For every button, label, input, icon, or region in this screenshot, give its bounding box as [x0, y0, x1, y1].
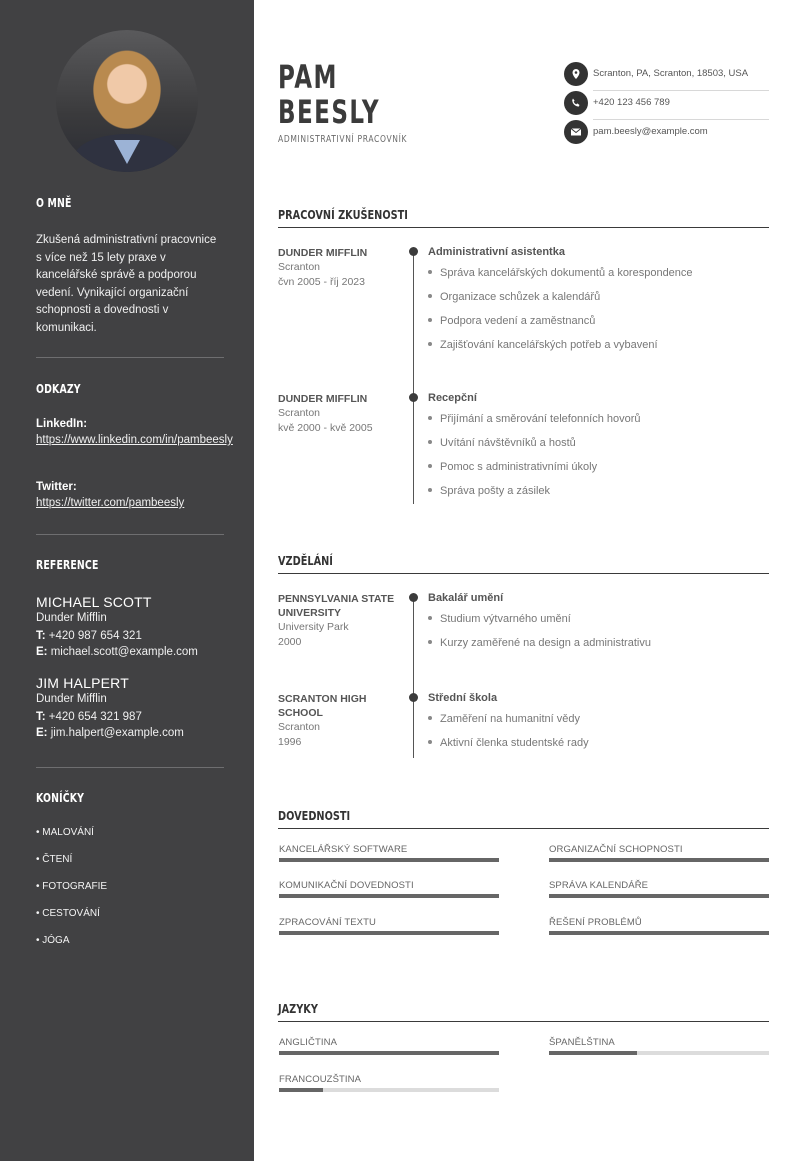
employer	[278, 392, 396, 436]
reference-item	[36, 594, 224, 660]
address-text: Scranton, PA, Scranton, 18503, USA	[593, 68, 749, 79]
timeline-line	[413, 252, 414, 504]
phone-value: +420 654 321 987	[48, 711, 142, 723]
school-name: SCRANTON HIGH SCHOOL	[278, 693, 367, 719]
linkedin-link-block	[36, 418, 233, 448]
section-rule	[278, 828, 769, 829]
skill-item	[549, 917, 769, 935]
reference-email	[36, 644, 224, 660]
location-pin-icon	[564, 62, 588, 86]
list-item: Správa pošty a zásilek	[428, 484, 641, 508]
skill-item	[279, 917, 499, 935]
employer-name: DUNDER MIFFLIN	[278, 247, 368, 259]
employer-name: DUNDER MIFFLIN	[278, 393, 368, 405]
skill-bar	[279, 858, 499, 862]
phone-value: +420 987 654 321	[48, 630, 142, 642]
contact-address	[564, 62, 769, 91]
list-item: Zaměření na humanitní vědy	[428, 712, 589, 736]
reference-email	[36, 725, 224, 741]
hobby-item: • MALOVÁNÍ	[36, 827, 94, 838]
school-name: PENNSYLVANIA STATE UNIVERSITY	[278, 593, 395, 619]
twitter-label: Twitter:	[36, 481, 77, 493]
contact-email	[564, 120, 769, 149]
employment-period: kvě 2000 - kvě 2005	[278, 422, 373, 434]
email-label: E:	[36, 646, 48, 658]
list-item: Zajišťování kancelářských potřeb a vybavení	[428, 338, 693, 362]
email-value: michael.scott@example.com	[50, 646, 198, 658]
email-value: jim.halpert@example.com	[50, 727, 184, 739]
hobby-item: • CESTOVÁNÍ	[36, 908, 100, 919]
skill-item	[279, 844, 499, 862]
phone-icon	[564, 91, 588, 115]
employment-period: čvn 2005 - říj 2023	[278, 276, 365, 288]
phone-label: T:	[36, 711, 46, 723]
timeline-dot	[409, 247, 418, 256]
language-bar	[279, 1051, 499, 1055]
language-item	[549, 1037, 769, 1055]
employer	[278, 246, 396, 290]
linkedin-label: LinkedIn:	[36, 418, 88, 430]
skill-bar	[279, 931, 499, 935]
hobbies-heading: KONÍČKY	[36, 791, 85, 805]
reference-company: Dunder Mifflin	[36, 693, 107, 705]
list-item: Podpora vedení a zaměstnanců	[428, 314, 693, 338]
section-rule	[278, 227, 769, 228]
envelope-icon	[564, 120, 588, 144]
language-bar	[279, 1088, 499, 1092]
reference-item	[36, 675, 224, 741]
language-bar-fill	[279, 1051, 499, 1055]
phone-label: T:	[36, 630, 46, 642]
hobbies-list	[36, 826, 224, 961]
skill-bar-fill	[279, 858, 499, 862]
skill-name: ORGANIZAČNÍ SCHOPNOSTI	[549, 844, 683, 855]
about-text: Zkušená administrativní pracovnice s více než 15 lety praxe v kancelářské správě a podporou vedení. Vynikající organizační schopnosti a dovednosti v komunikaci.	[36, 234, 217, 334]
skill-bar-fill	[549, 894, 769, 898]
timeline-line	[413, 598, 414, 758]
list-item: Přijímání a směrování telefonních hovorů	[428, 412, 641, 436]
experience-heading: PRACOVNÍ ZKUŠENOSTI	[278, 207, 408, 222]
skill-name: ZPRACOVÁNÍ TEXTU	[279, 917, 376, 928]
school-location: Scranton	[278, 721, 321, 733]
degree: Bakalář umění	[428, 592, 504, 604]
hobbies-heading-wrap	[36, 791, 224, 805]
email-text[interactable]: pam.beesly@example.com	[593, 126, 708, 137]
skill-name: KOMUNIKAČNÍ DOVEDNOSTI	[279, 880, 414, 891]
school-location: University Park	[278, 621, 349, 633]
skill-bar-fill	[549, 931, 769, 935]
employer-location: Scranton	[278, 407, 321, 419]
section-rule	[278, 1021, 769, 1022]
skill-bar-fill	[549, 858, 769, 862]
skill-bar-fill	[279, 931, 499, 935]
first-name: PAM	[278, 58, 338, 96]
divider	[36, 767, 224, 768]
skill-bar-fill	[279, 894, 499, 898]
reference-name: JIM HALPERT	[36, 675, 129, 691]
hobby-item: • JÓGA	[36, 935, 70, 946]
hobby-item: • ČTENÍ	[36, 854, 73, 865]
email-label: E:	[36, 727, 48, 739]
last-name: BEESLY	[278, 93, 381, 131]
list-item: Správa kancelářských dokumentů a korespondence	[428, 266, 693, 290]
sidebar	[0, 0, 254, 1161]
skill-bar	[549, 858, 769, 862]
references-heading: REFERENCE	[36, 558, 99, 572]
language-name: FRANCOUZŠTINA	[279, 1074, 362, 1085]
study-list	[428, 612, 651, 660]
timeline-dot	[409, 593, 418, 602]
section-rule	[278, 573, 769, 574]
about-section	[36, 196, 224, 210]
references-heading-wrap	[36, 558, 224, 572]
language-name: ANGLIČTINA	[279, 1037, 338, 1048]
divider	[36, 357, 224, 358]
list-item: Pomoc s administrativními úkoly	[428, 460, 641, 484]
reference-phone	[36, 628, 224, 644]
skill-name: SPRÁVA KALENDÁŘE	[549, 880, 649, 891]
reference-phone	[36, 709, 224, 725]
skill-bar	[549, 931, 769, 935]
language-bar-fill	[279, 1088, 323, 1092]
skill-item	[279, 880, 499, 898]
language-name: ŠPANĚLŠTINA	[549, 1037, 615, 1048]
about-heading: O MNĚ	[36, 196, 72, 210]
employer-location: Scranton	[278, 261, 321, 273]
list-item: Kurzy zaměřené na design a administrativu	[428, 636, 651, 660]
job-title: ADMINISTRATIVNÍ PRACOVNÍK	[278, 134, 408, 145]
list-item: Uvítání návštěvníků a hostů	[428, 436, 641, 460]
duties-list	[428, 412, 641, 508]
twitter-link-block	[36, 481, 224, 511]
timeline-dot	[409, 393, 418, 402]
skill-name: ŘEŠENÍ PROBLÉMŮ	[549, 917, 642, 928]
hobby-item: • FOTOGRAFIE	[36, 881, 108, 892]
profile-photo	[56, 30, 198, 172]
skill-bar	[549, 894, 769, 898]
skill-item	[549, 844, 769, 862]
languages-heading: JAZYKY	[278, 1001, 318, 1016]
reference-name: MICHAEL SCOTT	[36, 594, 152, 610]
phone-text: +420 123 456 789	[593, 97, 670, 108]
skill-bar	[279, 894, 499, 898]
job-role: Recepční	[428, 392, 477, 404]
divider	[36, 534, 224, 535]
study-period: 1996	[278, 736, 302, 748]
skill-name: KANCELÁŘSKÝ SOFTWARE	[279, 844, 408, 855]
reference-company: Dunder Mifflin	[36, 612, 107, 624]
language-item	[279, 1037, 499, 1055]
duties-list	[428, 266, 693, 362]
skills-heading: DOVEDNOSTI	[278, 808, 351, 823]
study-list	[428, 712, 589, 760]
language-bar	[549, 1051, 769, 1055]
list-item: Studium výtvarného umění	[428, 612, 651, 636]
timeline-dot	[409, 693, 418, 702]
list-item: Aktivní členka studentské rady	[428, 736, 589, 760]
links-heading: ODKAZY	[36, 382, 81, 396]
study-period: 2000	[278, 636, 302, 648]
linkedin-link[interactable]: https://www.linkedin.com/in/pambeesly	[36, 434, 233, 446]
language-item	[279, 1074, 499, 1092]
language-bar-fill	[549, 1051, 637, 1055]
job-role: Administrativní asistentka	[428, 246, 565, 258]
links-heading-wrap	[36, 382, 224, 396]
list-item: Organizace schůzek a kalendářů	[428, 290, 693, 314]
school	[278, 592, 396, 650]
education-heading: VZDĚLÁNÍ	[278, 553, 333, 568]
contact-phone	[564, 91, 769, 120]
twitter-link[interactable]: https://twitter.com/pambeesly	[36, 497, 185, 509]
degree: Střední škola	[428, 692, 498, 704]
school	[278, 692, 396, 750]
skill-item	[549, 880, 769, 898]
